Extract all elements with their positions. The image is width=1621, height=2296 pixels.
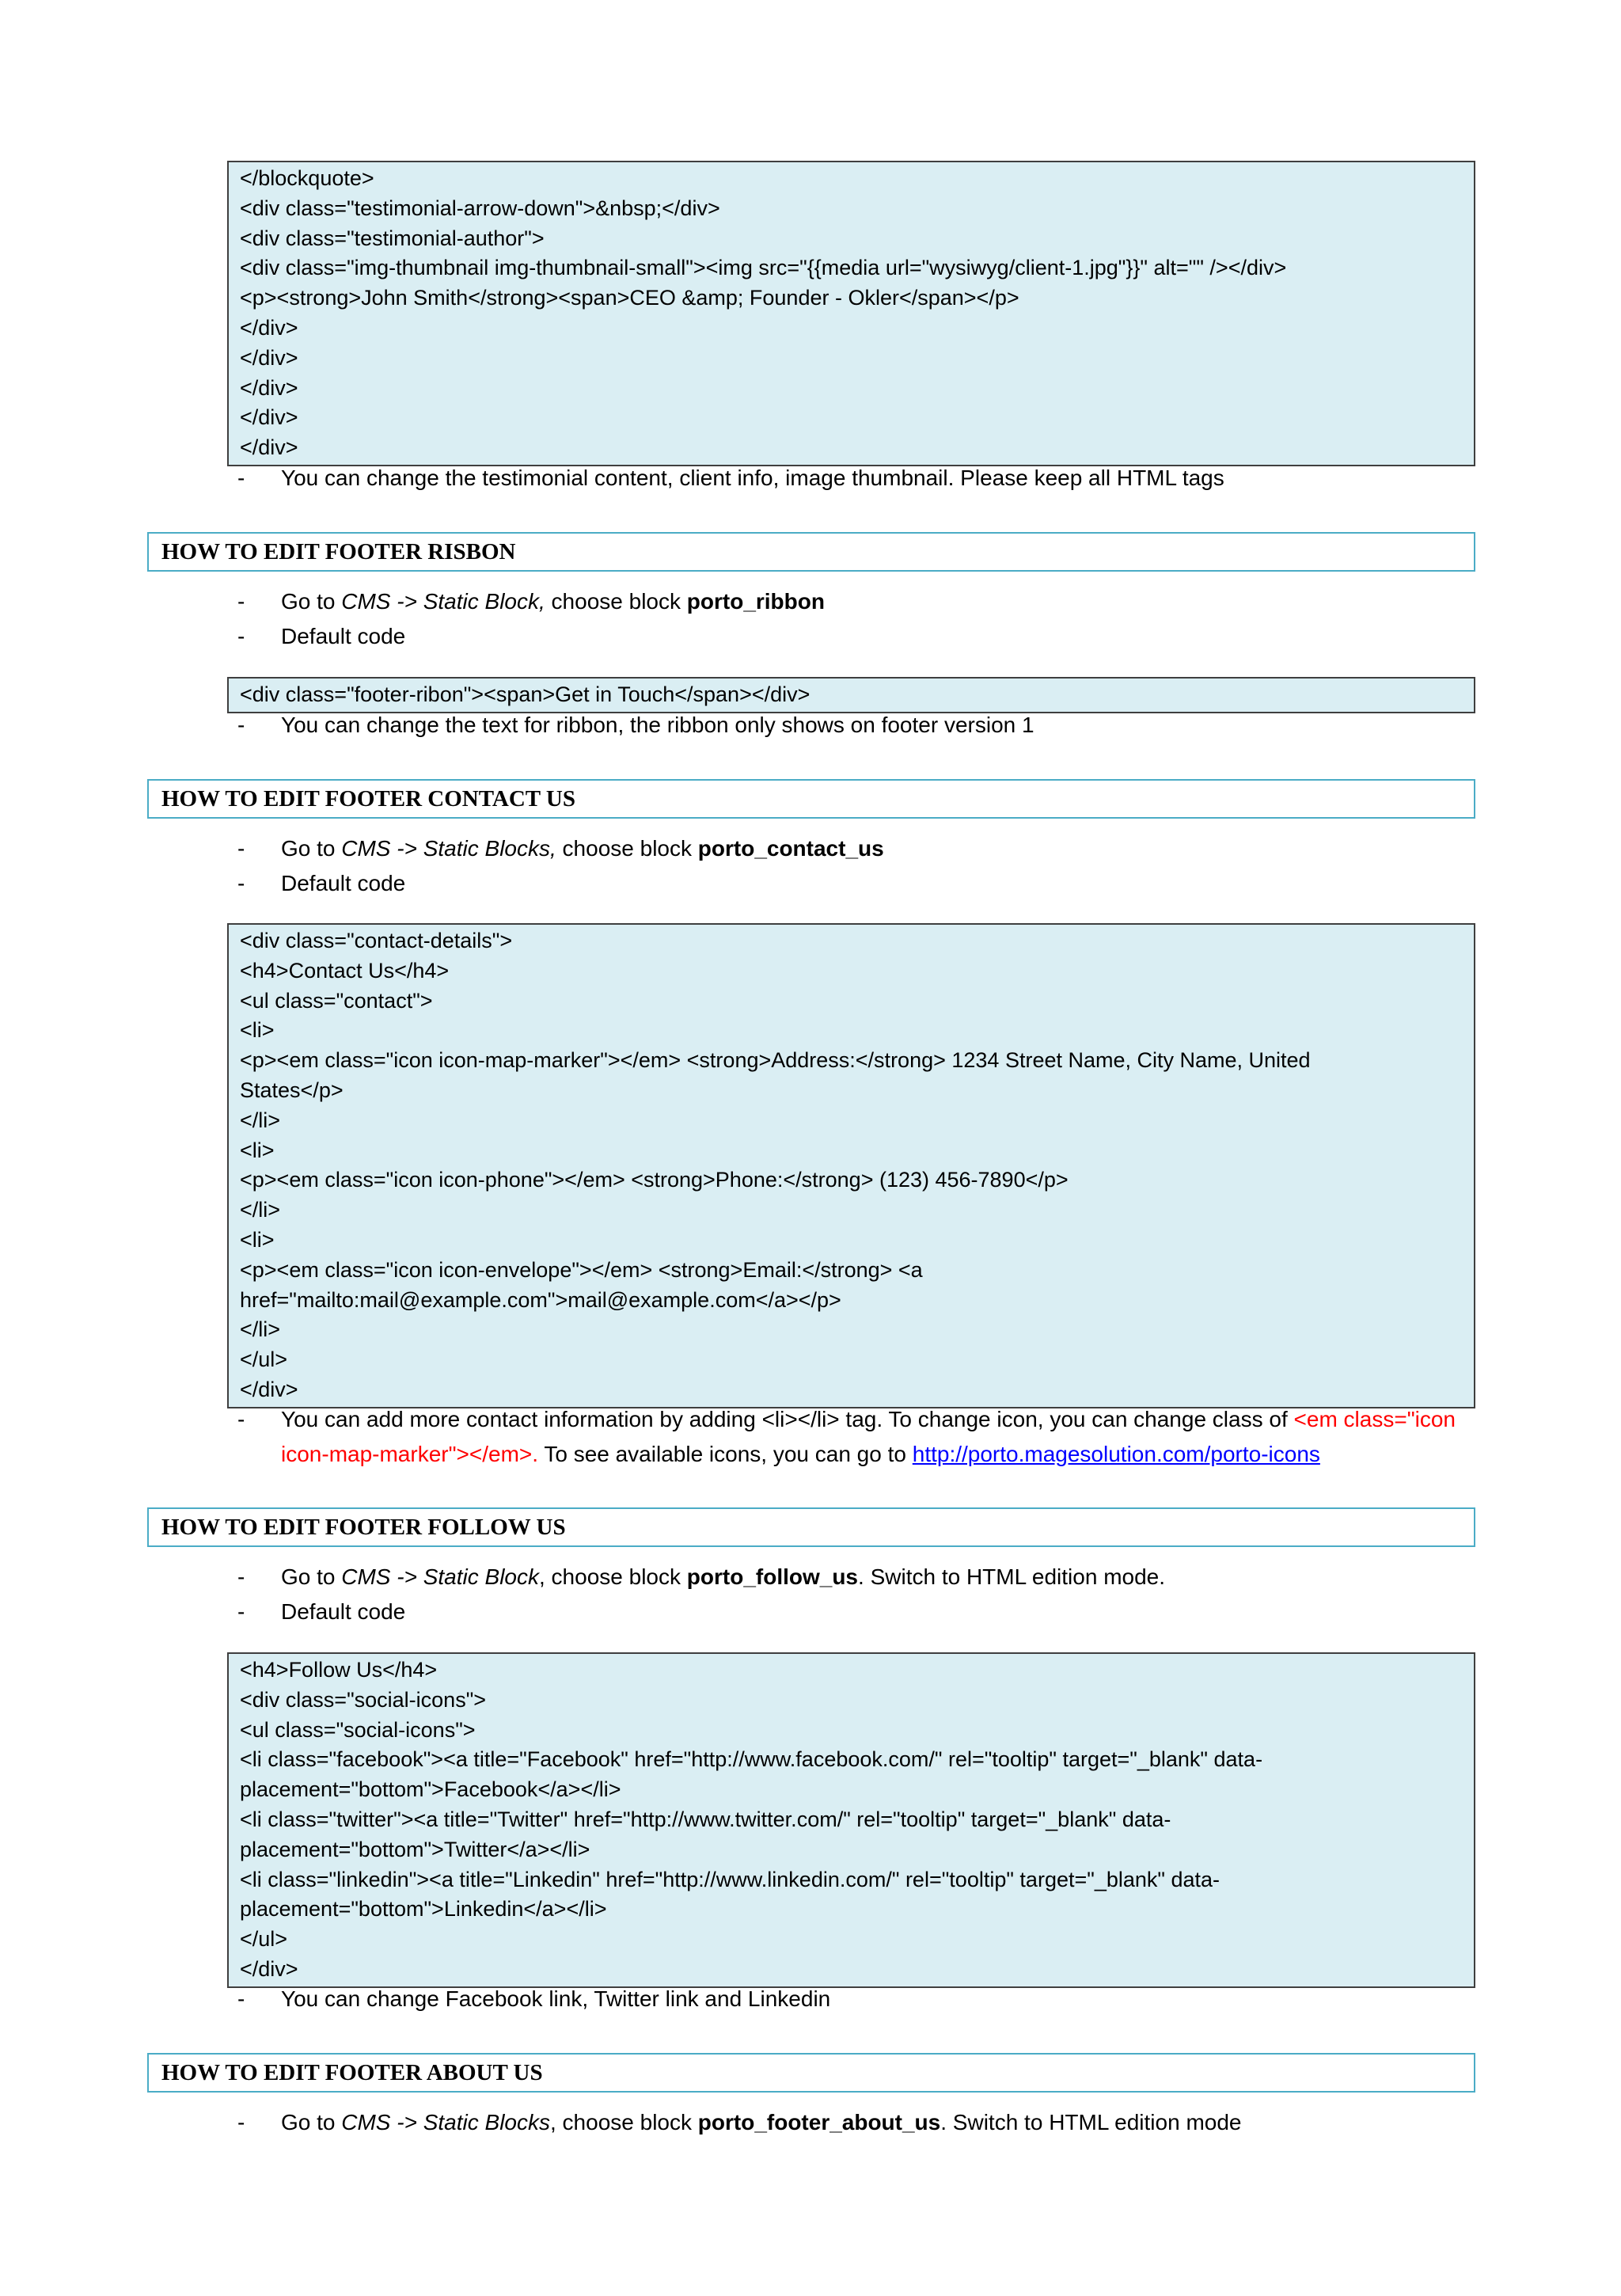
bullet-dash: - (237, 1986, 245, 2011)
code-line: </li> (240, 1108, 281, 1132)
code-line: <div class="social-icons"> (240, 1687, 487, 1712)
block-name: porto_contact_us (697, 836, 884, 861)
bullet-dash: - (237, 2110, 245, 2134)
section-heading-follow: HOW TO EDIT FOOTER FOLLOW US (147, 1507, 1475, 1547)
bullet-dash: - (237, 1599, 245, 1624)
contact-step-2 (237, 866, 1472, 901)
testimonial-note (237, 461, 1472, 496)
code-line: </blockquote> (240, 166, 374, 190)
code-line: <p><strong>John Smith</strong><span>CEO &amp; Founder - Okler</span></p> (240, 286, 1019, 310)
code-line: </div> (240, 1956, 298, 1981)
bullet-dash: - (237, 871, 245, 895)
code-line: <div class="testimonial-arrow-down">&nbsp;</div> (240, 196, 720, 220)
section-heading-about: HOW TO EDIT FOOTER ABOUT US (147, 2053, 1475, 2093)
note-text: To see available icons, you can go to (538, 1442, 913, 1466)
code-line: placement="bottom">Twitter</a></li> (240, 1837, 590, 1861)
code-line: States</p> (240, 1078, 344, 1102)
code-line: </div> (240, 1377, 298, 1401)
follow-step-2 (237, 1595, 1472, 1629)
block-name: porto_footer_about_us (697, 2110, 941, 2134)
step-text: Go to (281, 589, 342, 614)
bullet-dash: - (237, 1407, 245, 1431)
about-step-1 (237, 2105, 1472, 2140)
code-line: <li class="linkedin"><a title="Linkedin" href="http://www.linkedin.com/" rel="tooltip" target="_blank" data- (240, 1867, 1220, 1891)
icon-class-code: <em class="icon (1293, 1407, 1456, 1431)
code-line: </li> (240, 1317, 281, 1342)
bullet-dash: - (237, 713, 245, 737)
icon-class-code: icon-map-marker"></em>. (281, 1442, 539, 1466)
code-line: <p><em class="icon icon-map-marker"></em> <strong>Address:</strong> 1234 Street Name, City Name, United (240, 1048, 1311, 1073)
step-text: , choose block (539, 1564, 687, 1589)
step-text: Go to (281, 1564, 342, 1589)
code-line: <li class="twitter"><a title="Twitter" href="http://www.twitter.com/" rel="tooltip" target="_blank" data- (240, 1807, 1171, 1831)
code-line: </div> (240, 315, 298, 340)
code-line: </li> (240, 1198, 281, 1222)
step-text: Go to (281, 836, 342, 861)
code-line: <p><em class="icon icon-phone"></em> <strong>Phone:</strong> (123) 456-7890</p> (240, 1168, 1069, 1192)
step-text: choose block (545, 589, 687, 614)
code-line: <li> (240, 1018, 275, 1043)
contact-code-block (227, 923, 1475, 1408)
cms-path: CMS -> Static Blocks, (341, 836, 556, 861)
section-heading-contact: HOW TO EDIT FOOTER CONTACT US (147, 779, 1475, 819)
code-line: <li> (240, 1138, 275, 1162)
ribbon-step-1 (237, 584, 1472, 619)
step-text: Default code (281, 624, 406, 648)
block-name: porto_follow_us (686, 1564, 859, 1589)
step-text: . Switch to HTML edition mode (940, 2110, 1242, 2134)
block-name: porto_ribbon (686, 589, 825, 614)
code-line: placement="bottom">Linkedin</a></li> (240, 1897, 607, 1922)
step-text: Go to (281, 2110, 342, 2134)
cms-path: CMS -> Static Blocks (341, 2110, 550, 2134)
code-line: <h4>Contact Us</h4> (240, 958, 450, 983)
step-text: Default code (281, 871, 406, 895)
code-line: href="mailto:mail@example.com">mail@example.com</a></p> (240, 1287, 841, 1312)
note-text: You can change the testimonial content, client info, image thumbnail. Please keep all HTML tags (281, 466, 1224, 490)
code-line: </div> (240, 405, 298, 430)
bullet-dash: - (237, 836, 245, 861)
code-line: <p><em class="icon icon-envelope"></em> <strong>Email:</strong> <a (240, 1257, 923, 1282)
follow-code-block (227, 1652, 1475, 1988)
cms-path: CMS -> Static Block (341, 1564, 539, 1589)
code-line: </div> (240, 435, 298, 460)
step-text: choose block (556, 836, 698, 861)
bullet-dash: - (237, 466, 245, 490)
code-line: <ul class="contact"> (240, 988, 433, 1013)
bullet-dash: - (237, 589, 245, 614)
note-text: You can change Facebook link, Twitter link and Linkedin (281, 1986, 831, 2011)
note-text: You can add more contact information by adding <li></li> tag. To change icon, you can change class of (281, 1407, 1294, 1431)
step-text: , choose block (550, 2110, 698, 2134)
follow-note (237, 1982, 1472, 2017)
code-line: </ul> (240, 1348, 288, 1372)
testimonial-code-block (227, 161, 1475, 466)
note-text: You can change the text for ribbon, the ribbon only shows on footer version 1 (281, 713, 1034, 737)
section-heading-ribbon: HOW TO EDIT FOOTER RISBON (147, 532, 1475, 572)
code-line: <li class="facebook"><a title="Facebook" href="http://www.facebook.com/" rel="tooltip" target="_blank" data- (240, 1747, 1263, 1772)
code-line: </div> (240, 345, 298, 370)
bullet-dash: - (237, 624, 245, 648)
code-line: placement="bottom">Facebook</a></li> (240, 1777, 621, 1802)
bullet-dash: - (237, 1564, 245, 1589)
porto-icons-link[interactable]: http://porto.magesolution.com/porto-icons (912, 1442, 1320, 1466)
code-line: <div class="img-thumbnail img-thumbnail-small"><img src="{{media url="wysiwyg/client-1.jpg"}}" alt="" /></div> (240, 256, 1287, 280)
code-line: <div class="testimonial-author"> (240, 226, 545, 250)
code-line: <li> (240, 1227, 275, 1252)
ribbon-note (237, 708, 1472, 743)
code-line: <ul class="social-icons"> (240, 1717, 476, 1742)
code-line: </ul> (240, 1927, 288, 1952)
step-text: . Switch to HTML edition mode. (858, 1564, 1166, 1589)
code-line: <h4>Follow Us</h4> (240, 1658, 438, 1682)
code-line: </div> (240, 375, 298, 400)
follow-step-1 (237, 1560, 1472, 1595)
step-text: Default code (281, 1599, 406, 1624)
contact-note (237, 1402, 1472, 1472)
contact-step-1 (237, 831, 1472, 866)
code-line: <div class="contact-details"> (240, 929, 513, 952)
ribbon-step-2 (237, 619, 1472, 654)
code-line: <div class="footer-ribon"><span>Get in Touch</span></div> (240, 682, 810, 706)
cms-path: CMS -> Static Block, (341, 589, 545, 614)
